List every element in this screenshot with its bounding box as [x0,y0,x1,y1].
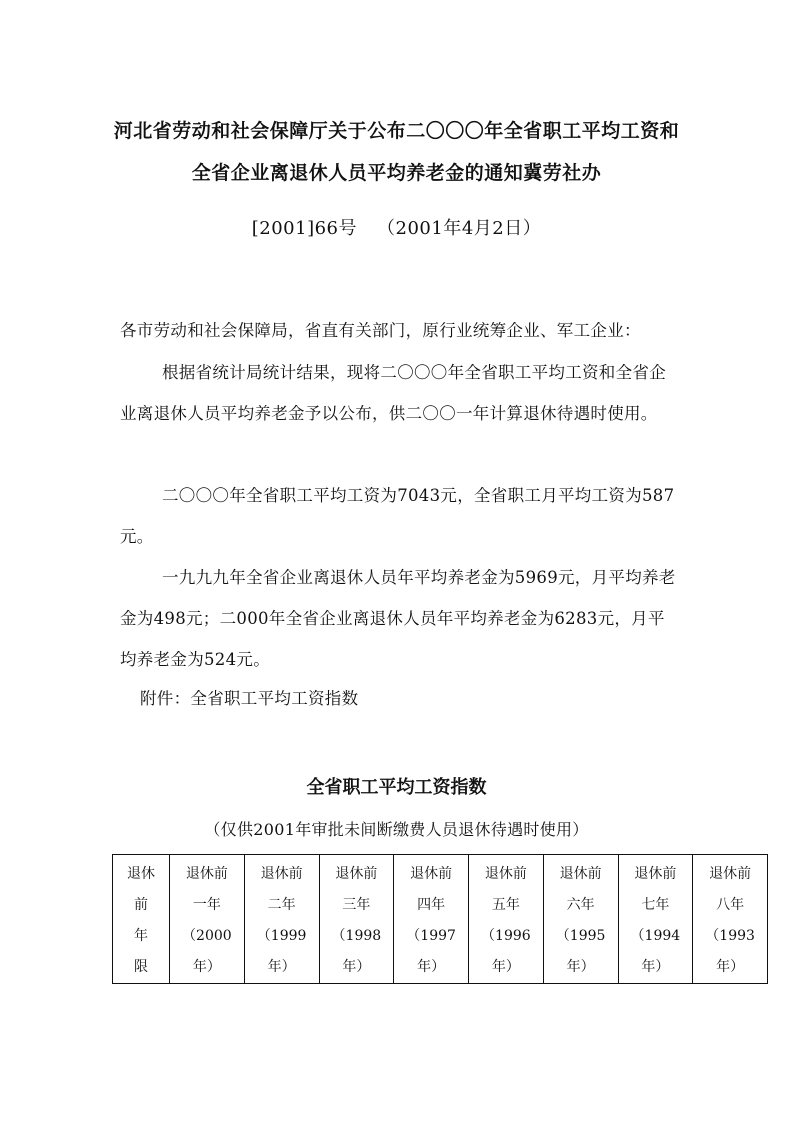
cell-line: 五年 [491,897,520,913]
paragraph-announcement: 根据省统计局统计结果，现将二〇〇〇年全省职工平均工资和全省企业离退休人员平均养老金予以公布，供二〇〇一年计算退休待遇时使用。 [120,363,666,423]
cell-line: 前 [134,897,148,913]
document-title-line-1: 河北省劳动和社会保障厅关于公布二〇〇〇年全省职工平均工资和 [113,120,680,142]
cell-line: 退休前 [185,866,228,882]
cell-line: 退休前 [709,866,752,882]
table-header-cell [394,855,469,984]
document-number-date [0,214,793,240]
cell-line: 年） [716,959,745,975]
cell-line: 年） [192,959,221,975]
wage-index-table [112,854,768,984]
cell-line: 八年 [716,897,745,913]
cell-line: 年） [491,959,520,975]
table-header-cell [618,855,693,984]
cell-line: （1998 [331,928,382,944]
salutation: 各市劳动和社会保障局，省直有关部门，原行业统筹企业、军工企业： [120,321,641,340]
cell-line: 退休前 [559,866,602,882]
cell-line: 退休前 [484,866,527,882]
table-header-cell [469,855,544,984]
cell-line: 退休 [127,866,155,882]
cell-line: 一年 [192,897,221,913]
document-date: （2001年4月2日） [377,218,542,239]
attachment-title: 全省职工平均工资指数 [306,777,487,798]
cell-line: 四年 [417,897,446,913]
table-header-cell [543,855,618,984]
cell-line: （1997 [406,928,456,944]
cell-line: 三年 [342,897,371,913]
cell-line: 限 [134,959,148,975]
cell-line: 退休前 [335,866,378,882]
paragraph-average-wage: 二〇〇〇年全省职工平均工资为7043元，全省职工月平均工资为587元。 [120,486,675,546]
cell-line: （1995 [555,928,606,944]
table-header-cell [693,855,768,984]
cell-line: 年） [417,959,446,975]
cell-line: 七年 [641,897,670,913]
cell-line: （1996 [481,928,531,944]
table-header-cell [319,855,394,984]
cell-line: 年 [134,928,148,944]
cell-line: （1994 [630,928,681,944]
document-title-line-2: 全省企业离退休人员平均养老金的通知冀劳社办 [191,162,602,184]
paragraph-average-pension: 一九九九年全省企业离退休人员年平均养老金为5969元，月平均养老金为498元；二000年全省企业离退休人员年平均养老金为6283元，月平均养老金为524元。 [120,568,676,669]
cell-line: 退休前 [260,866,303,882]
cell-line: 年） [342,959,371,975]
cell-line: 退休前 [634,866,677,882]
document-number: [2001]66号 [251,218,358,239]
cell-line: （1993 [705,928,755,944]
table-header-row [113,855,768,984]
cell-line: 年） [267,959,296,975]
cell-line: 年） [566,959,595,975]
cell-line: （1999 [256,928,307,944]
table-header-cell [113,855,170,984]
cell-line: （2000 [182,928,232,944]
attachment-note: 附件：全省职工平均工资指数 [140,689,359,708]
cell-line: 年） [641,959,670,975]
cell-line: 六年 [566,897,595,913]
table-header-cell [170,855,245,984]
attachment-subtitle: （仅供2001年审批未间断缴费人员退休待遇时使用） [204,820,589,839]
cell-line: 二年 [267,897,296,913]
cell-line: 退休前 [410,866,453,882]
table-header-cell [244,855,319,984]
